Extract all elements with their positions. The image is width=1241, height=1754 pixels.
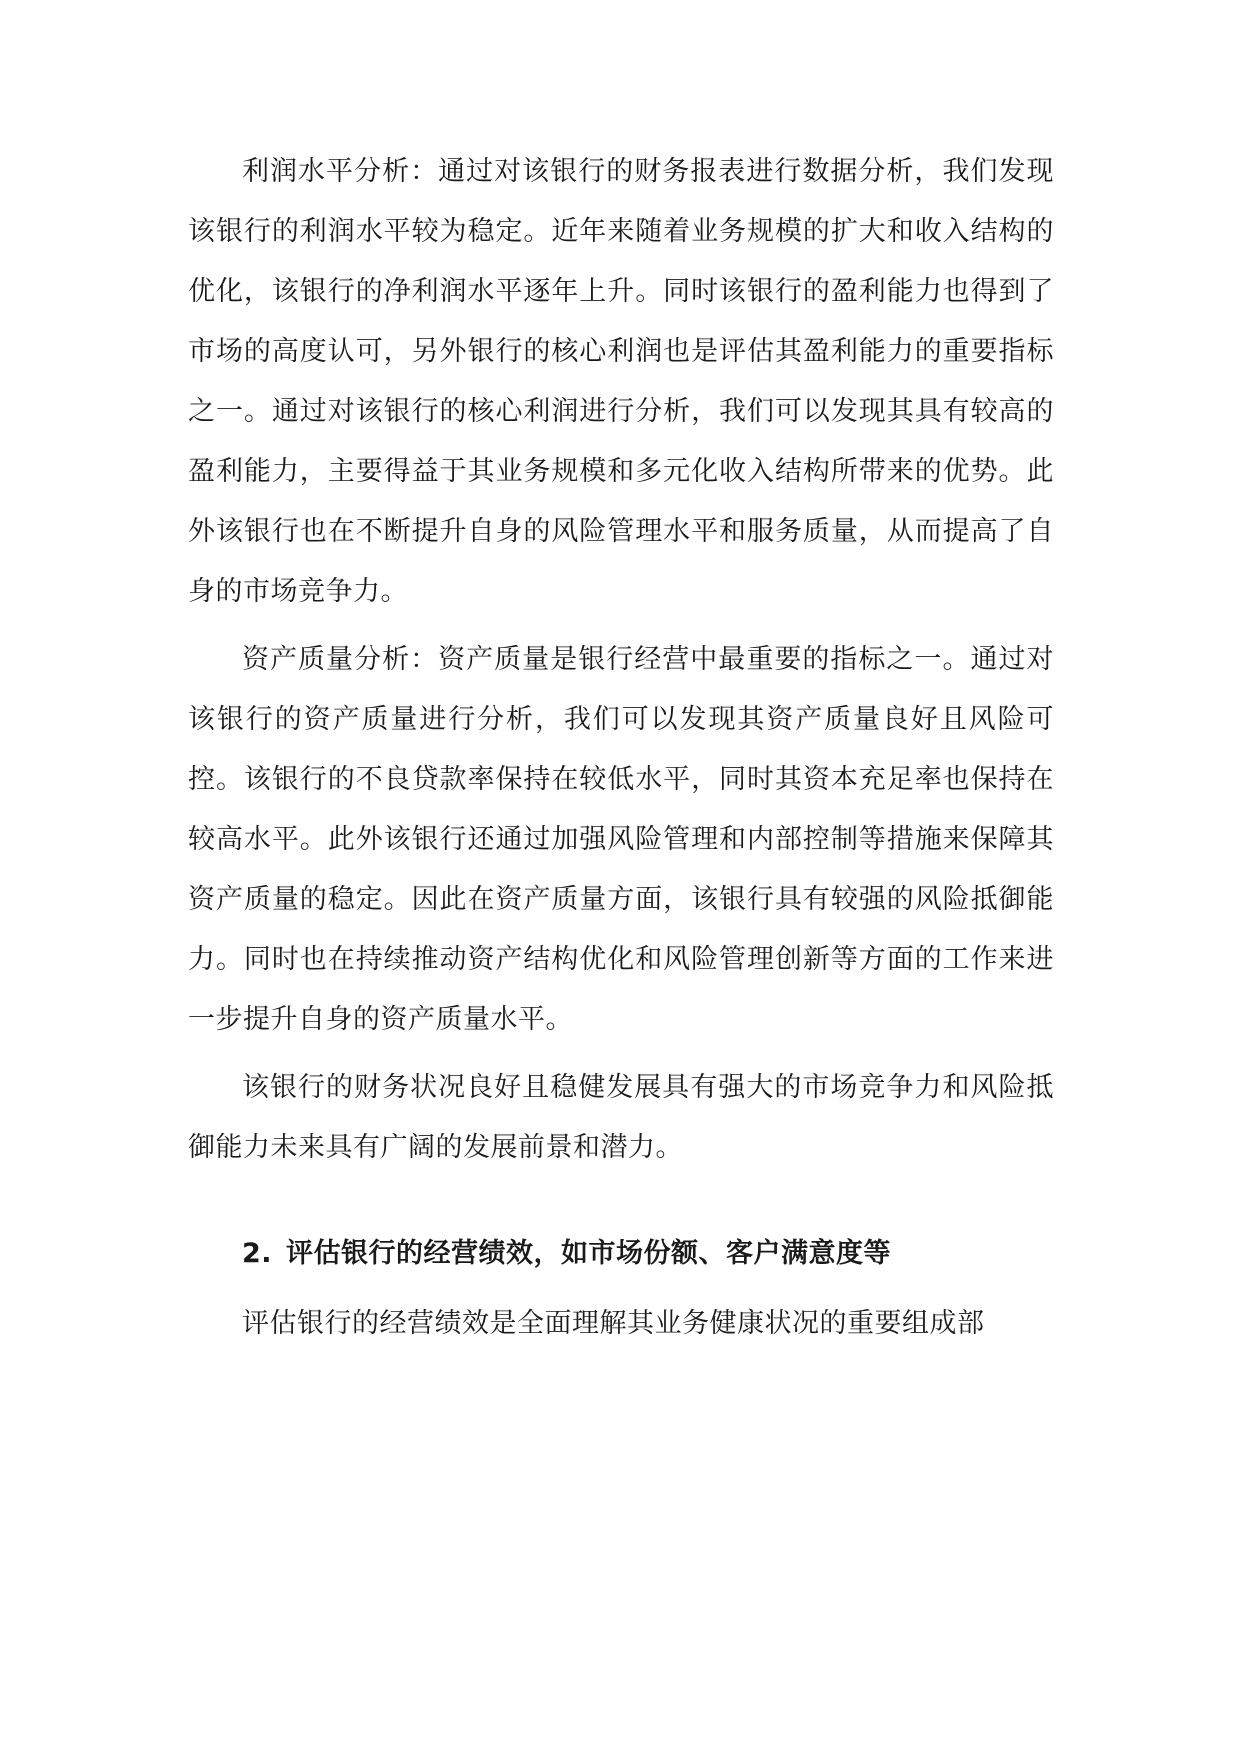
- section-number: 2.: [242, 1238, 273, 1269]
- section-heading: [188, 1224, 1054, 1284]
- paragraph-profit-analysis: 利润水平分析：通过对该银行的财务报表进行数据分析，我们发现该银行的利润水平较为稳定。近年来随着业务规模的扩大和收入结构的优化，该银行的净利润水平逐年上升。同时该银行的盈利能力也得到了市场的高度认可，另外银行的核心利润也是评估其盈利能力的重要指标之一。通过对该银行的核心利润进行分析，我们可以发现其具有较高的盈利能力，主要得益于其业务规模和多元化收入结构所带来的优势。此外该银行也在不断提升自身的风险管理水平和服务质量，从而提高了自身的市场竞争力。: [188, 156, 1054, 607]
- document-page: [188, 142, 1054, 1354]
- paragraph-section-intro: 评估银行的经营绩效是全面理解其业务健康状况的重要组成部: [242, 1308, 985, 1339]
- paragraph-summary: 该银行的财务状况良好且稳健发展具有强大的市场竞争力和风险抵御能力未来具有广阔的发展前景和潜力。: [188, 1072, 1054, 1163]
- section-title: 评估银行的经营绩效，如市场份额、客户满意度等: [286, 1238, 892, 1269]
- paragraph-asset-quality: 资产质量分析：资产质量是银行经营中最重要的指标之一。通过对该银行的资产质量进行分析，我们可以发现其资产质量良好且风险可控。该银行的不良贷款率保持在较低水平，同时其资本充足率也保持在较高水平。此外该银行还通过加强风险管理和内部控制等措施来保障其资产质量的稳定。因此在资产质量方面，该银行具有较强的风险抵御能力。同时也在持续推动资产结构优化和风险管理创新等方面的工作来进一步提升自身的资产质量水平。: [188, 644, 1054, 1035]
